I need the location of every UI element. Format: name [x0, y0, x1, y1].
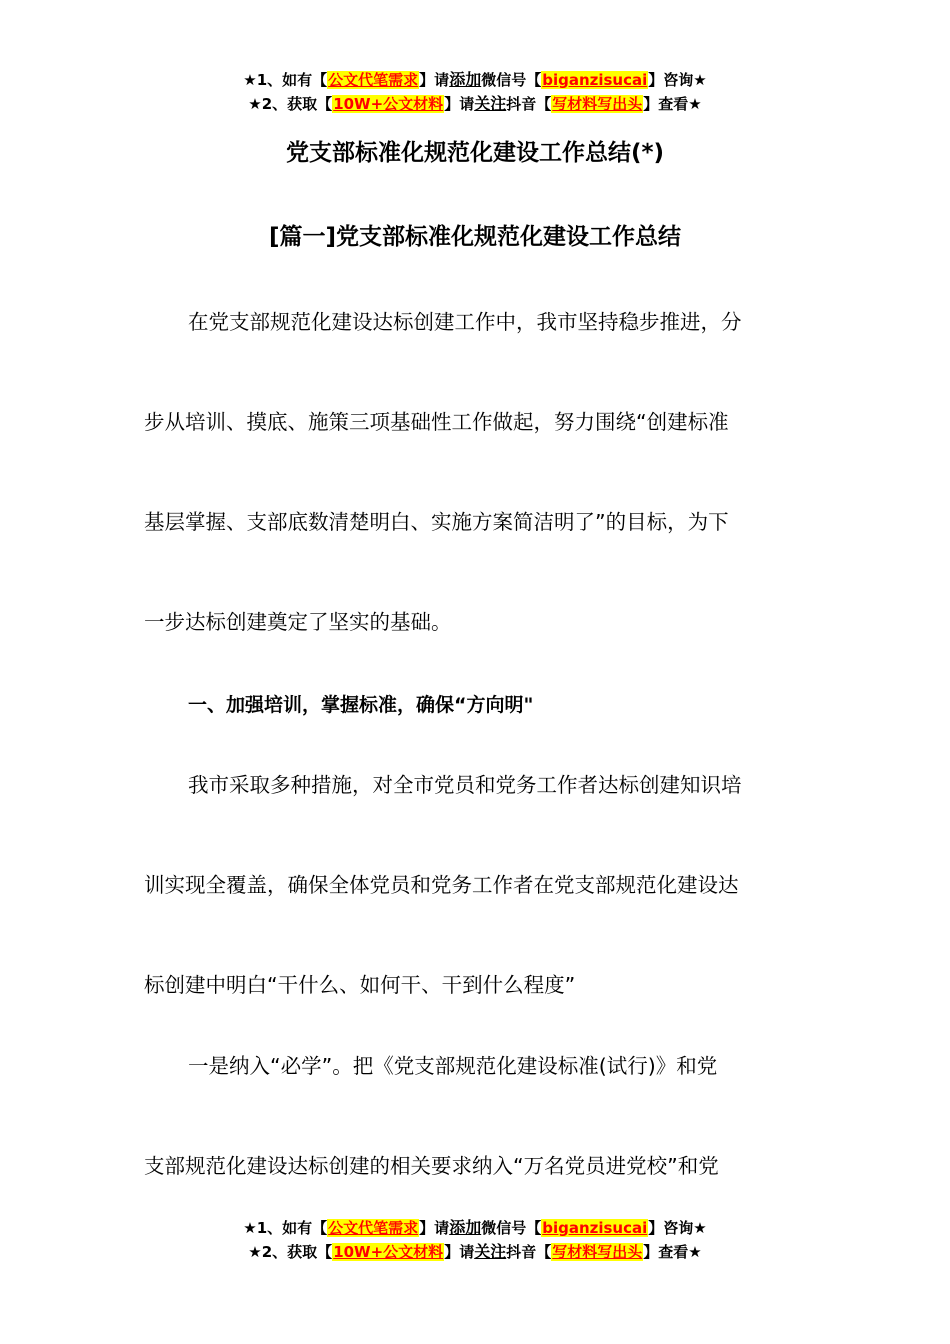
- banner-line-2: [0, 92, 950, 116]
- banner-text: ★2、获取【: [248, 1243, 333, 1261]
- banner-text: 】请: [444, 95, 475, 113]
- banner-line-1: [0, 1216, 950, 1240]
- banner-text: 】请: [444, 1243, 475, 1261]
- banner-highlight-materials[interactable]: 10W+公文材料: [333, 1243, 444, 1261]
- banner-text: 】请: [419, 1219, 450, 1237]
- paragraph-intro: [144, 272, 794, 672]
- section-heading-1: 一、加强培训，掌握标准，确保“方向明": [188, 694, 534, 716]
- banner-text: ★1、如有【: [243, 1219, 328, 1237]
- banner-underlined-text: 关注: [474, 1242, 507, 1261]
- paragraph-training: [144, 735, 794, 1035]
- banner-text: 】咨询★: [648, 1219, 707, 1237]
- banner-underlined-text: 添加: [449, 1218, 482, 1237]
- paragraph-line: 标创建中明白“干什么、如何干、干到什么程度”: [144, 973, 576, 997]
- banner-text: 抖音【: [506, 95, 552, 113]
- banner-underlined-text: 添加: [449, 70, 482, 89]
- banner-line-2: [0, 1240, 950, 1264]
- banner-text: ★2、获取【: [248, 95, 333, 113]
- banner-text: 微信号【: [481, 1219, 542, 1237]
- banner-text: 】查看★: [643, 95, 702, 113]
- banner-highlight-materials[interactable]: 10W+公文材料: [333, 95, 444, 113]
- paragraph-line: 我市采取多种措施，对全市党员和党务工作者达标创建知识培: [188, 773, 742, 797]
- top-banner: [0, 68, 950, 116]
- paragraph-line: 一步达标创建奠定了坚实的基础。: [144, 610, 452, 634]
- document-subtitle: [篇一]党支部标准化规范化建设工作总结: [268, 224, 682, 250]
- banner-highlight-service[interactable]: 公文代笔需求: [328, 71, 419, 89]
- document-title: 党支部标准化规范化建设工作总结(*): [285, 140, 665, 166]
- banner-text: 】查看★: [643, 1243, 702, 1261]
- banner-underlined-text: 关注: [474, 94, 507, 113]
- paragraph-line: 训实现全覆盖，确保全体党员和党务工作者在党支部规范化建设达: [144, 873, 739, 897]
- paragraph-line: 步从培训、摸底、施策三项基础性工作做起，努力围绕“创建标准: [144, 410, 729, 434]
- paragraph-line: 一是纳入“必学”。把《党支部规范化建设标准(试行)》和党: [188, 1054, 718, 1078]
- paragraph-line: 基层掌握、支部底数清楚明白、实施方案简洁明了”的目标，为下: [144, 510, 729, 534]
- banner-text: ★1、如有【: [243, 71, 328, 89]
- banner-text: 】请: [419, 71, 450, 89]
- banner-highlight-wechat[interactable]: biganzisucai: [542, 1219, 648, 1237]
- banner-highlight-service[interactable]: 公文代笔需求: [328, 1219, 419, 1237]
- banner-highlight-douyin[interactable]: 写材料写出头: [552, 95, 643, 113]
- paragraph-line: 在党支部规范化建设达标创建工作中，我市坚持稳步推进，分: [188, 310, 742, 334]
- banner-text: 】咨询★: [648, 71, 707, 89]
- banner-highlight-wechat[interactable]: biganzisucai: [542, 71, 648, 89]
- paragraph-must-learn: [144, 1016, 794, 1216]
- banner-text: 抖音【: [506, 1243, 552, 1261]
- banner-line-1: [0, 68, 950, 92]
- banner-text: 微信号【: [481, 71, 542, 89]
- paragraph-line: 支部规范化建设达标创建的相关要求纳入“万名党员进党校”和党: [144, 1154, 719, 1178]
- banner-highlight-douyin[interactable]: 写材料写出头: [552, 1243, 643, 1261]
- bottom-banner: [0, 1216, 950, 1264]
